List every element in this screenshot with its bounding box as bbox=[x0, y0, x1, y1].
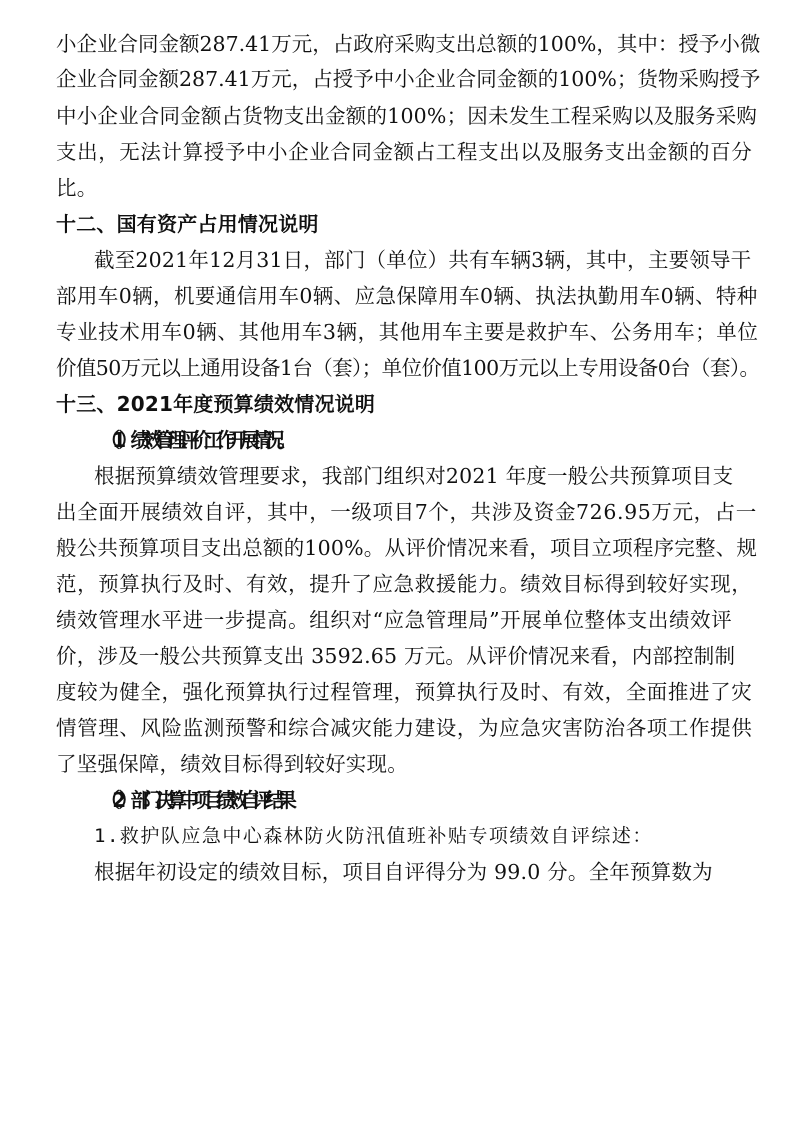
paragraph-line: 根据预算绩效管理要求，我部门组织对2021 年度一般公共预算项目支 bbox=[94, 464, 734, 488]
paragraph-line: 出全面开展绩效自评，其中，一级项目7个，共涉及资金726.95万元，占一 bbox=[56, 500, 757, 524]
paragraph-line: 价，涉及一般公共预算支出 3592.65 万元。从评价情况来看，内部控制制 bbox=[56, 644, 736, 668]
paragraph-line: 般公共预算项目支出总额的100%。从评价情况来看，项目立项程序完整、规 bbox=[56, 536, 758, 560]
paragraph-line: 绩效管理水平进一步提高。组织对“应急管理局”开展单位整体支出绩效评 bbox=[56, 608, 733, 632]
subheading-2: （2）部门决算中项目绩效自评结果 bbox=[100, 788, 290, 812]
paragraph-line: 专业技术用车0辆、其他用车3辆，其他用车主要是救护车、公务用车；单位 bbox=[56, 320, 759, 344]
paragraph-line: 比。 bbox=[56, 176, 98, 200]
list-item-1: 1.救护队应急中心森林防火防汛值班补贴专项绩效自评综述： bbox=[94, 825, 653, 847]
paragraph-line: 价值50万元以上通用设备1台（套）；单位价值100万元以上专用设备0台（套）。 bbox=[56, 356, 760, 380]
paragraph-line: 度较为健全，强化预算执行过程管理，预算执行及时、有效，全面推进了灾 bbox=[56, 680, 753, 704]
subheading-1: （1）绩效管理评价工作开展情况。 bbox=[100, 428, 290, 452]
paragraph-line: 根据年初设定的绩效目标，项目自评得分为 99.0 分。全年预算数为 bbox=[94, 860, 713, 884]
paragraph-line: 小企业合同金额287.41万元，占政府采购支出总额的100%，其中：授予小微 bbox=[56, 32, 761, 56]
paragraph-line: 情管理、风险监测预警和综合减灾能力建设，为应急灾害防治各项工作提供 bbox=[56, 716, 753, 740]
paragraph-line: 范，预算执行及时、有效，提升了应急救援能力。绩效目标得到较好实现， bbox=[56, 572, 753, 596]
paragraph-line: 了坚强保障，绩效目标得到较好实现。 bbox=[56, 752, 408, 776]
paragraph-line: 中小企业合同金额占货物支出金额的100%；因未发生工程采购以及服务采购 bbox=[56, 104, 758, 128]
section-heading-13: 十三、2021年度预算绩效情况说明 bbox=[56, 392, 376, 416]
paragraph-line: 截至2021年12月31日，部门（单位）共有车辆3辆，其中，主要领导干 bbox=[94, 248, 752, 272]
section-heading-12: 十二、国有资产占用情况说明 bbox=[56, 212, 319, 236]
paragraph-line: 部用车0辆，机要通信用车0辆、应急保障用车0辆、执法执勤用车0辆、特种 bbox=[56, 284, 758, 308]
paragraph-line: 支出，无法计算授予中小企业合同金额占工程支出以及服务支出金额的百分 bbox=[56, 140, 753, 164]
paragraph-line: 企业合同金额287.41万元，占授予中小企业合同金额的100%；货物采购授予 bbox=[56, 67, 761, 91]
